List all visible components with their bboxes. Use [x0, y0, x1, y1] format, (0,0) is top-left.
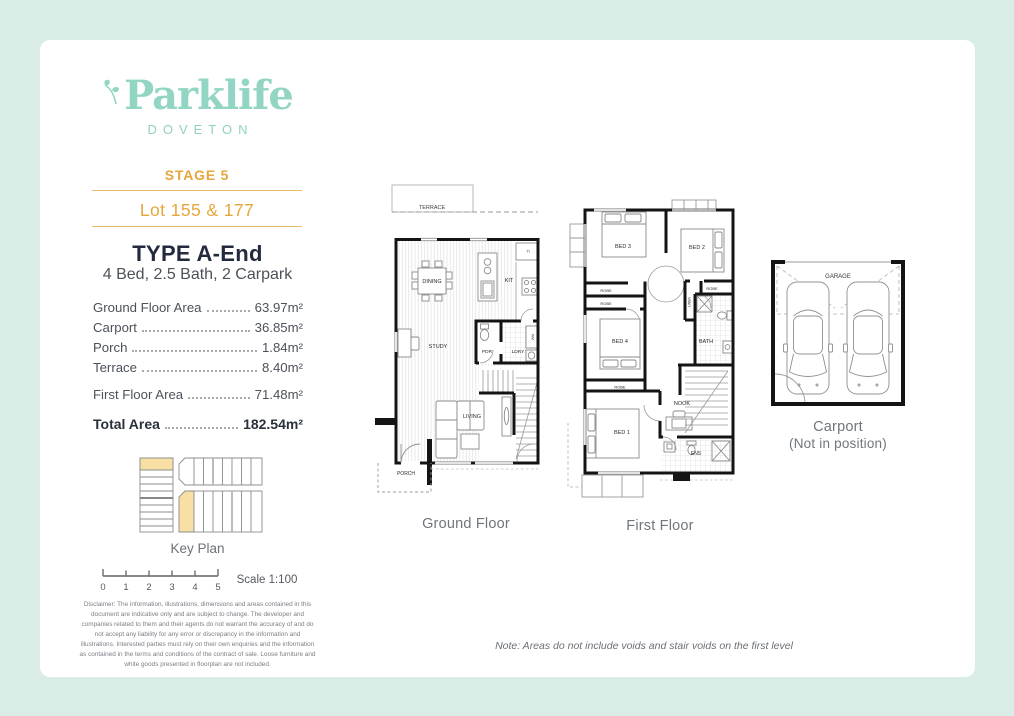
disclaimer-text: Disclaimer: The information, illustrations, dimensions and areas contained in this document are indicative only and are subject to change. The developer and companies related to them and their agents do not warrant the accuracy of and do not accept any liability for any error or discrepancy in the information and illustrations. Interested parties must rely on their own enquiries and the information as contained in the terms and conditions of the contract of sale. Loose furniture and white goods presented in floorplan are not included.: [79, 601, 316, 668]
kitchen-island: [478, 253, 497, 301]
areas-note: Note: Areas do not include voids and stair voids on the first level: [495, 640, 793, 652]
key-plan-highlight-lot: [140, 458, 173, 470]
stairs: [685, 371, 728, 433]
area-label: First Floor Area: [93, 387, 184, 402]
dotted-leader: [142, 330, 250, 332]
scale-tick: 3: [169, 582, 175, 593]
room-label-robe: ROBE: [614, 384, 626, 390]
scale-label: Scale 1:100: [236, 574, 298, 586]
room-label-robe: ROBE: [600, 301, 612, 306]
wall-stub: [673, 473, 690, 481]
bed3-furniture: [602, 212, 646, 257]
scale-bar: [95, 566, 315, 594]
stove: [522, 278, 538, 295]
carport-caption: Carport: [813, 419, 863, 435]
room-label-linen: LINEN: [687, 297, 692, 307]
room-label-bath: BATH: [698, 339, 714, 345]
area-row: [93, 300, 303, 315]
brand-logo: [80, 72, 315, 119]
key-plan: [138, 456, 264, 534]
area-row: [93, 320, 303, 335]
room-label-bed3: BED 3: [615, 244, 631, 250]
room-label-kit: KIT: [504, 278, 514, 284]
brand-location: DOVETON: [147, 122, 254, 137]
ground-floor-caption: Ground Floor: [422, 516, 510, 532]
area-value: 71.48m²: [254, 387, 303, 402]
car: [784, 282, 833, 394]
room-label-robe: ROBE: [706, 286, 718, 291]
dotted-leader: [165, 427, 238, 429]
hall-door-arc: [648, 266, 684, 302]
area-value: 63.97m²: [254, 300, 303, 315]
key-plan-highlight-lot: [179, 491, 194, 532]
ground-floor-plan: [375, 182, 545, 507]
area-total-row: [93, 416, 303, 432]
first-floor-caption: First Floor: [626, 518, 694, 534]
room-label-garage: GARAGE: [825, 274, 851, 280]
area-row: [93, 340, 303, 355]
scale-tick: 5: [215, 582, 221, 593]
area-row: [93, 360, 303, 375]
room-label-ldry: LDRY: [511, 350, 525, 355]
carport-caption-note: (Not in position): [789, 436, 887, 451]
room-label-bed1: BED 1: [614, 430, 630, 436]
room-label-terrace: TERRACE: [418, 205, 446, 211]
room-label-wm: WM: [530, 334, 535, 340]
leaf-icon: [102, 78, 122, 108]
room-label-pdr: PDR: [481, 350, 493, 355]
room-label-dining: DINING: [422, 279, 442, 285]
stage-heading: STAGE 5: [164, 167, 230, 183]
room-label-porch: PORCH: [396, 471, 416, 477]
dotted-leader: [188, 397, 249, 399]
divider-gold-1: [92, 190, 302, 191]
room-label-robe: ROBE: [600, 288, 612, 293]
area-label: Carport: [93, 320, 137, 335]
lot-heading: Lot 155 & 177: [139, 200, 255, 220]
type-title: TYPE A-End: [132, 241, 263, 266]
key-plan-label: Key Plan: [170, 541, 225, 556]
ens-vanity: [664, 442, 675, 452]
scale-tick: 0: [100, 582, 106, 593]
area-table: [93, 300, 303, 437]
toilet: [480, 324, 488, 341]
wall-stub: [375, 418, 396, 425]
divider-gold-2: [92, 226, 302, 227]
room-label-ens: ENS: [690, 451, 702, 457]
type-subtitle: 4 Bed, 2.5 Bath, 2 Carpark: [102, 266, 293, 283]
bed1-furniture: [586, 409, 639, 458]
room-label-bed4: BED 4: [612, 339, 628, 345]
area-label: Terrace: [93, 360, 137, 375]
first-floor-plan: [560, 195, 740, 507]
dotted-leader: [132, 350, 257, 352]
area-label: Porch: [93, 340, 128, 355]
car: [844, 282, 893, 394]
area-total-label: Total Area: [93, 416, 160, 432]
room-label-nook: NOOK: [673, 401, 691, 407]
brand-name: Parklife: [124, 72, 293, 119]
scale-tick: 1: [123, 582, 129, 593]
nook-desk: [666, 411, 692, 430]
toilet: [718, 311, 733, 320]
tv-unit: [502, 397, 511, 436]
dotted-leader: [207, 310, 250, 312]
room-label-study: STUDY: [428, 344, 448, 350]
area-label: Ground Floor Area: [93, 300, 202, 315]
area-value: 36.85m²: [254, 320, 303, 335]
scale-tick: 2: [146, 582, 152, 593]
dotted-leader: [142, 370, 257, 372]
room-label-bed2: BED 2: [689, 245, 705, 251]
carport-plan: [765, 258, 910, 410]
room-label-living: LIVING: [462, 414, 482, 420]
area-value: 8.40m²: [261, 360, 303, 375]
vanity: [723, 341, 732, 353]
area-row: [93, 387, 303, 402]
washing-machine: [526, 326, 537, 361]
area-value: 1.84m²: [261, 340, 303, 355]
scale-tick: 4: [192, 582, 198, 593]
room-label-fridge: F: [525, 250, 531, 253]
area-total-value: 182.54m²: [243, 416, 303, 432]
